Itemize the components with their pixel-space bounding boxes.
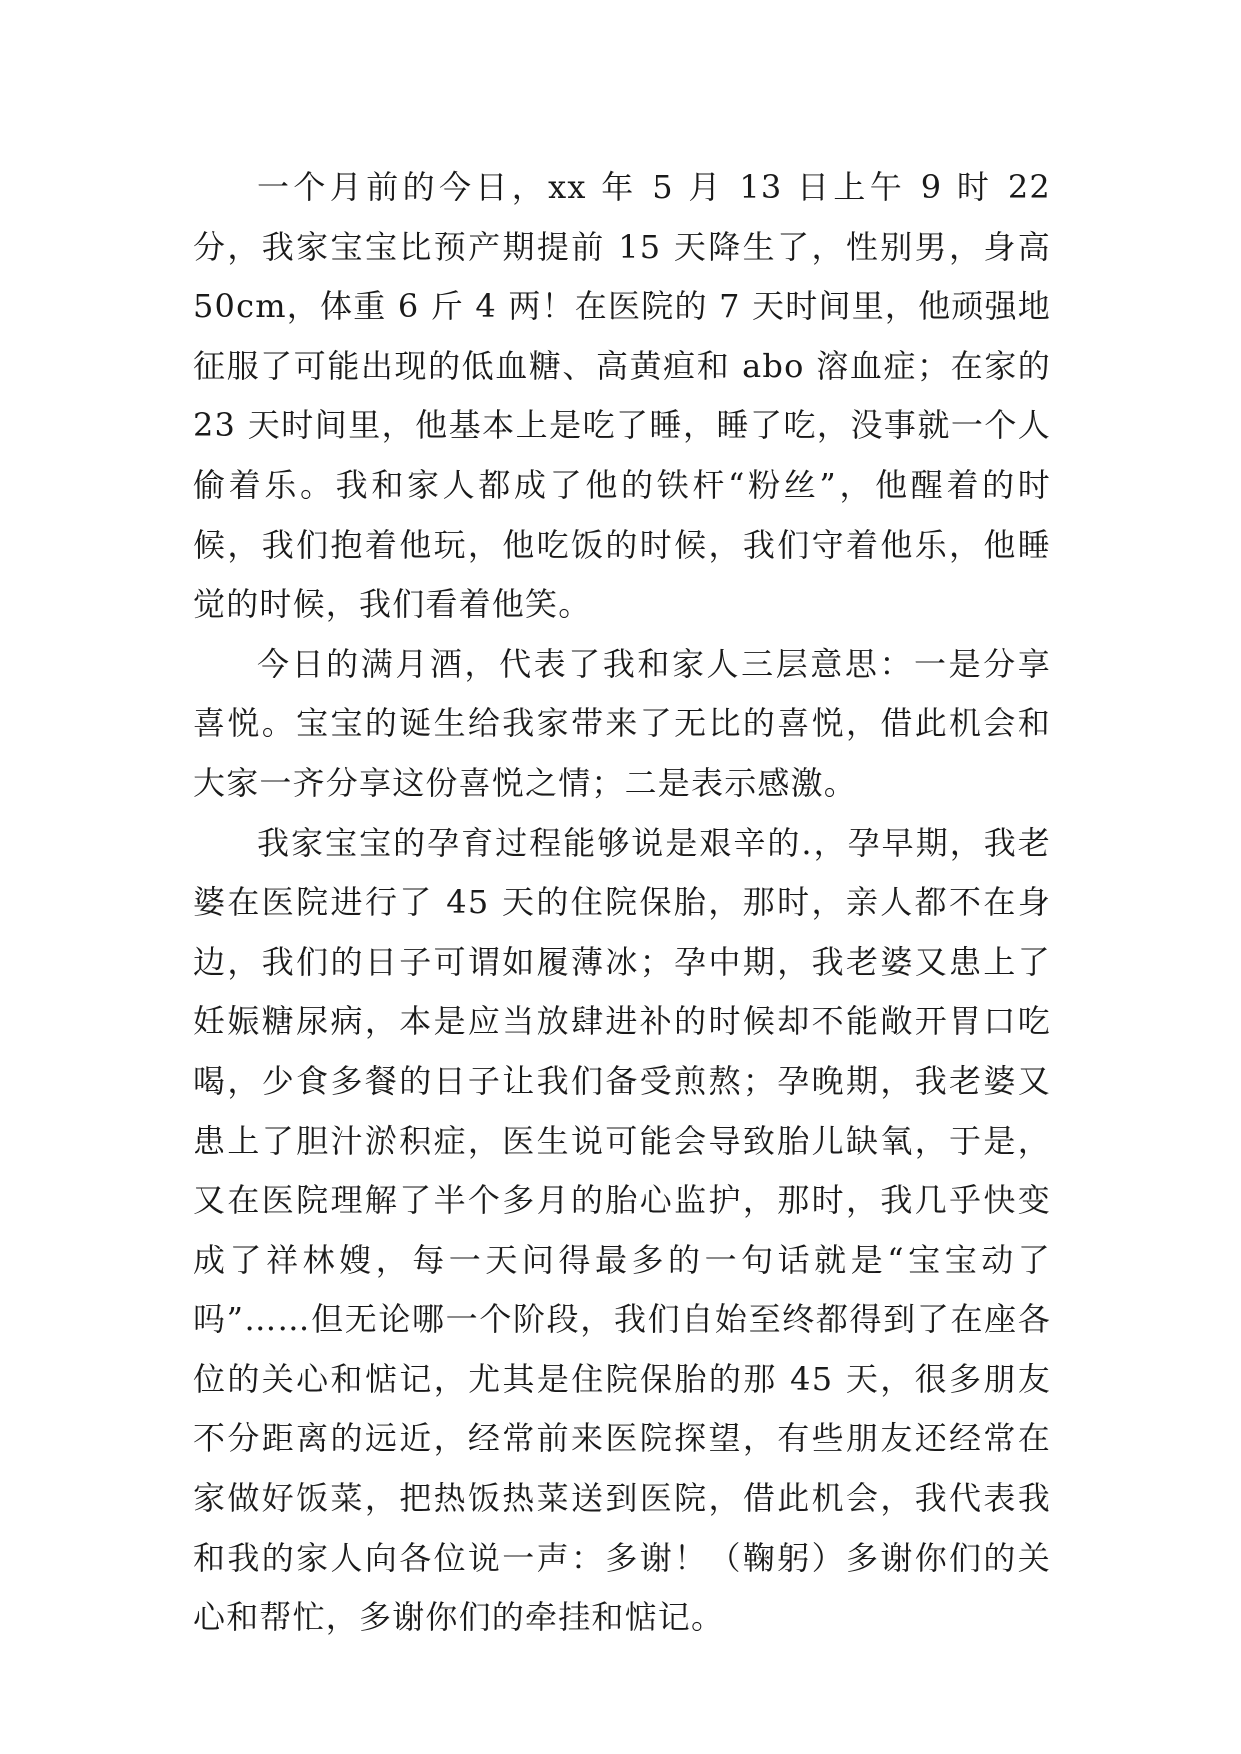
- paragraph-1: 一个月前的今日，xx 年 5 月 13 日上午 9 时 22 分，我家宝宝比预产期提前 15 天降生了，性别男，身高 50cm，体重 6 斤 4 两！在医院的 7 天时间里，他顽强地征服了可能出现的低血糖、高黄疸和 abo 溶血症；在家的 23 天时间里，他基本上是吃了睡，睡了吃，没事就一个人偷着乐。我和家人都成了他的铁杆“粉丝”，他醒着的时候，我们抱着他玩，他吃饭的时候，我们守着他乐，他睡觉的时候，我们看着他笑。: [193, 168, 1051, 624]
- paragraph-2: 今日的满月酒，代表了我和家人三层意思：一是分享喜悦。宝宝的诞生给我家带来了无比的喜悦，借此机会和大家一齐分享这份喜悦之情；二是表示感激。: [193, 644, 1051, 802]
- document-body: [193, 158, 1051, 1648]
- paragraph-3: 我家宝宝的孕育过程能够说是艰辛的.，孕早期，我老婆在医院进行了 45 天的住院保胎，那时，亲人都不在身边，我们的日子可谓如履薄冰；孕中期，我老婆又患上了妊娠糖尿病，本是应当放肆进补的时候却不能敞开胃口吃喝，少食多餐的日子让我们备受煎熬；孕晚期，我老婆又患上了胆汁淤积症，医生说可能会导致胎儿缺氧，于是，又在医院理解了半个多月的胎心监护，那时，我几乎快变成了祥林嫂，每一天问得最多的一句话就是“宝宝动了吗”……但无论哪一个阶段，我们自始至终都得到了在座各位的关心和惦记，尤其是住院保胎的那 45 天，很多朋友不分距离的远近，经常前来医院探望，有些朋友还经常在家做好饭菜，把热饭热菜送到医院，借此机会，我代表我和我的家人向各位说一声：多谢！（鞠躬）多谢你们的关心和帮忙，多谢你们的牵挂和惦记。: [193, 823, 1051, 1637]
